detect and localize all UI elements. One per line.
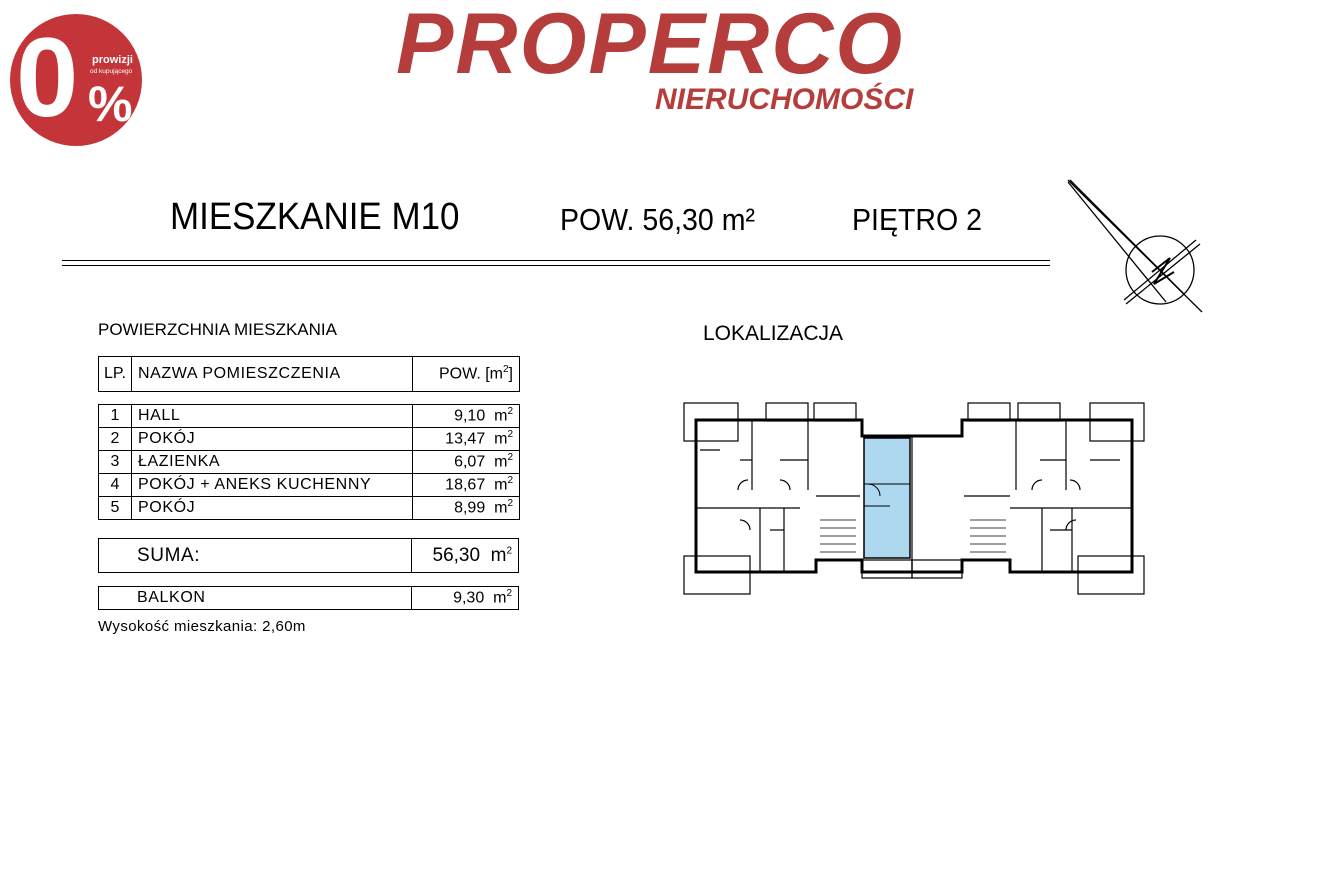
table-row: 4 POKÓJ + ANEKS KUCHENNY 18,67 $m^2$ <box>99 474 520 497</box>
building-floor-plan <box>680 400 1148 598</box>
sum-table <box>98 538 519 573</box>
commission-badge <box>10 14 142 146</box>
balcony-table <box>98 586 519 610</box>
col-name-header: NAZWA POMIESZCZENIA <box>132 357 413 392</box>
rooms-table <box>98 404 520 520</box>
brand-subtitle: NIERUCHOMOŚCI <box>655 83 914 116</box>
highlighted-apartment <box>864 438 910 558</box>
brand-logo: PROPERCO <box>396 0 905 92</box>
header-divider-top <box>62 260 1050 261</box>
sum-value: 56,30 $m^2$ <box>412 539 519 573</box>
apartment-area: POW. 56,30 m² <box>560 202 755 237</box>
badge-percent: % <box>88 76 133 132</box>
table-row: 3 ŁAZIENKA 6,07 $m^2$ <box>99 451 520 474</box>
north-arrow-icon <box>1062 176 1212 316</box>
badge-line1: prowizji <box>92 54 133 66</box>
badge-number: 0 <box>16 15 75 140</box>
apartment-title: MIESZKANIE M10 <box>170 196 460 238</box>
balcony-label: BALKON <box>131 587 412 610</box>
area-table-heading: POWIERZCHNIA MIESZKANIA <box>98 320 337 339</box>
col-area-header: POW. $[m^2]$ <box>413 357 520 392</box>
area-table-header <box>98 356 520 392</box>
sum-label: SUMA: <box>131 539 412 573</box>
apartment-floor: PIĘTRO 2 <box>852 202 982 237</box>
table-row: 5 POKÓJ 8,99 $m^2$ <box>99 497 520 520</box>
height-note: Wysokość mieszkania: 2,60m <box>98 618 306 635</box>
table-row: 1 HALL 9,10 $m^2$ <box>99 405 520 428</box>
badge-line2: od kupującego <box>90 68 133 75</box>
col-no-header: LP. <box>99 357 132 392</box>
location-heading: LOKALIZACJA <box>703 322 844 345</box>
header-divider-bottom <box>62 265 1050 266</box>
balcony-value: 9,30 $m^2$ <box>412 587 519 610</box>
table-row: 2 POKÓJ 13,47 $m^2$ <box>99 428 520 451</box>
